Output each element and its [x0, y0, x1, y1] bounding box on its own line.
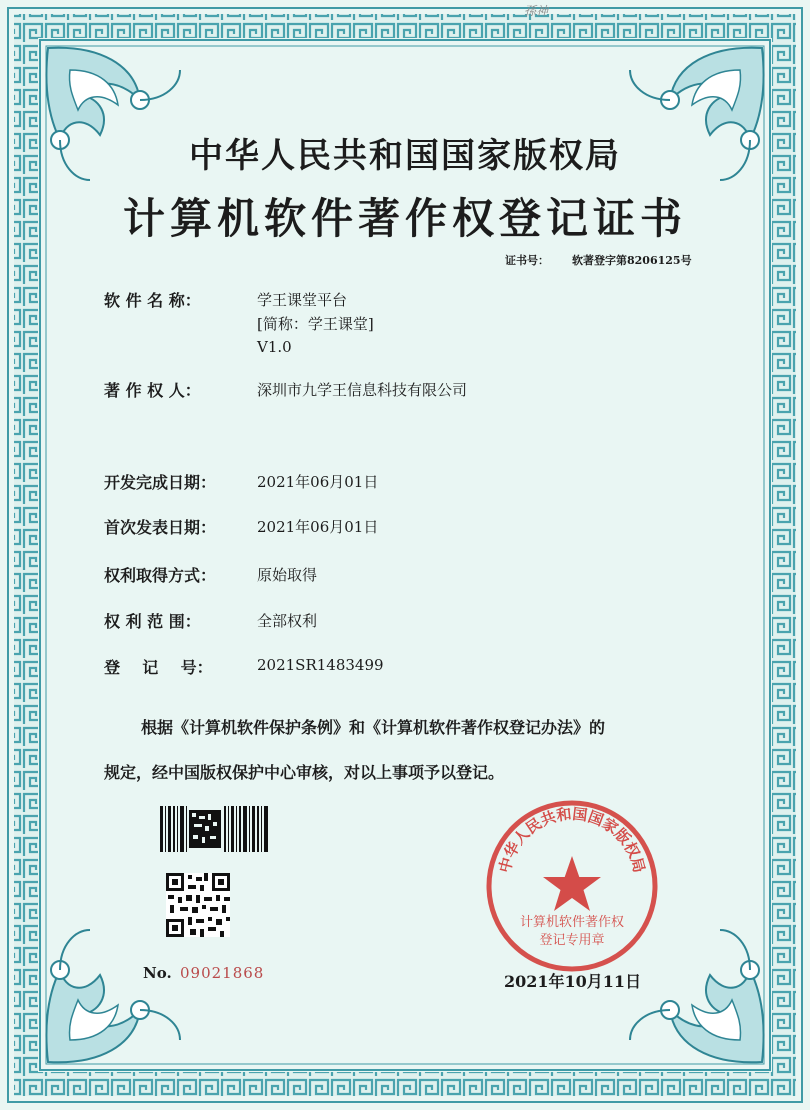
serial-prefix: No.	[143, 964, 172, 982]
issuing-authority: 中华人民共和国国家版权局	[189, 136, 621, 176]
corner-ornament-icon	[40, 920, 190, 1070]
cert-number-label: 证书号：	[505, 254, 549, 267]
issue-date: 2021年10月11日	[504, 972, 642, 991]
cert-number: 软著登字第8206125号	[572, 254, 692, 267]
certificate-title: 计算机软件著作权登记证书	[122, 194, 687, 243]
serial-number: 09021868	[180, 964, 265, 982]
copyright-owner-label: 著 作 权 人：	[104, 381, 201, 400]
registration-no: 2021SR1483499	[257, 656, 384, 674]
software-name-label: 软 件 名 称：	[104, 291, 201, 310]
official-seal-icon	[484, 798, 660, 974]
first-publication-label: 首次发表日期：	[104, 518, 217, 537]
completion-date-label: 开发完成日期：	[104, 473, 217, 492]
completion-date: 2021年06月01日	[257, 473, 379, 491]
seal-line-2: 登记专用章	[539, 933, 605, 948]
registration-no-label: 登 记 号：	[104, 658, 213, 677]
first-publication-date: 2021年06月01日	[257, 518, 379, 536]
copyright-owner: 深圳市九学王信息科技有限公司	[257, 381, 468, 399]
rights-scope: 全部权利	[257, 612, 318, 630]
statement-line-2: 规定，经中国版权保护中心审核，对以上事项予以登记。	[104, 763, 505, 782]
acquisition-method: 原始取得	[257, 566, 318, 584]
seal-arc-text: 中华人民共和国国家版权局	[495, 804, 649, 875]
software-short-name: [简称：学王课堂]	[257, 315, 374, 333]
software-version: V1.0	[257, 338, 292, 356]
acquisition-method-label: 权利取得方式：	[104, 566, 217, 585]
seal-line-1: 计算机软件著作权	[519, 915, 625, 930]
software-name: 学王课堂平台	[257, 291, 348, 309]
rights-scope-label: 权 利 范 围：	[104, 612, 201, 631]
barcode-icon	[160, 806, 268, 852]
top-handwritten-mark: 孫神	[524, 4, 549, 18]
statement-line-1: 根据《计算机软件保护条例》和《计算机软件著作权登记办法》的	[141, 718, 606, 737]
qr-code-icon	[166, 873, 230, 937]
